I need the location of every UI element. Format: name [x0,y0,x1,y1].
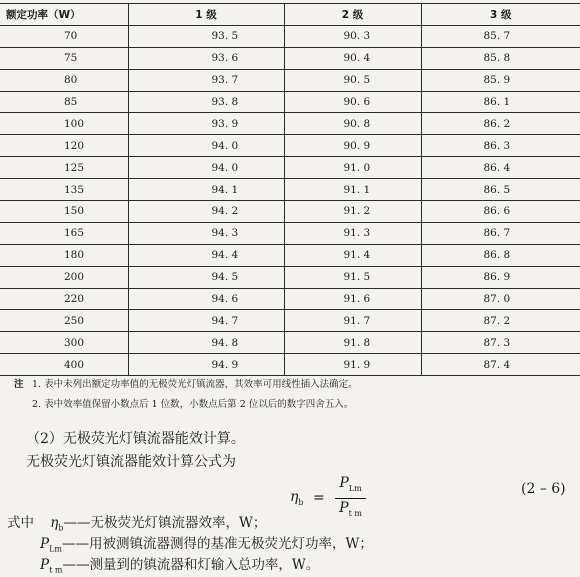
header-rated-power: 额定功率（W） [0,4,128,26]
rated-power-cell: 300 [0,332,128,354]
table-row [0,113,580,135]
grade-1-cell: 93. 9 [128,113,284,135]
grade-2-cell: 91. 0 [284,157,421,179]
table-row [0,222,580,244]
grade-3-cell: 86. 2 [421,113,580,135]
grade-3-cell: 85. 7 [421,25,580,47]
grade-1-cell: 94. 0 [128,157,284,179]
grade-2-cell: 91. 8 [284,332,421,354]
grade-2-cell: 91. 1 [284,179,421,201]
efficiency-table [0,3,580,376]
rated-power-cell: 165 [0,222,128,244]
rated-power-cell: 250 [0,310,128,332]
definition-prefix: 式中 [7,515,34,531]
table-row [0,266,580,288]
grade-1-cell: 94. 7 [128,310,284,332]
rated-power-cell: 75 [0,47,128,69]
grade-3-cell: 86. 4 [421,157,580,179]
grade-3-cell: 87. 3 [421,332,580,354]
note-item [14,395,358,415]
rated-power-cell: 400 [0,354,128,376]
table-row [0,25,580,47]
table-notes [14,375,358,415]
grade-1-cell: 94. 5 [128,266,284,288]
rated-power-cell: 120 [0,135,128,157]
section-heading: （2）无极荧光灯镇流器能效计算。 [26,431,245,447]
grade-2-cell: 90. 8 [284,113,421,135]
rated-power-cell: 150 [0,201,128,223]
grade-1-cell: 94. 0 [128,135,284,157]
table-row [0,201,580,223]
table-body [0,25,580,375]
grade-1-cell: 94. 6 [128,288,284,310]
grade-2-cell: 90. 3 [284,25,421,47]
table-row [0,47,580,69]
grade-2-cell: 91. 5 [284,266,421,288]
grade-3-cell: 86. 8 [421,244,580,266]
table-row [0,354,580,376]
table-row [0,91,580,113]
grade-2-cell: 91. 3 [284,222,421,244]
rated-power-cell: 70 [0,25,128,47]
table-row [0,135,580,157]
rated-power-cell: 220 [0,288,128,310]
grade-1-cell: 94. 3 [128,222,284,244]
formula-denominator: P [339,499,349,516]
header-grade-1: 1 级 [128,4,284,26]
grade-3-cell: 87. 2 [421,310,580,332]
table-row [0,310,580,332]
table-header-row [0,4,580,26]
grade-1-cell: 93. 5 [128,25,284,47]
rated-power-cell: 125 [0,157,128,179]
table-row [0,288,580,310]
equation-number: (2 – 6) [521,481,566,497]
grade-2-cell: 91. 2 [284,201,421,223]
grade-3-cell: 86. 1 [421,91,580,113]
table-row [0,157,580,179]
formula-lhs: η [290,489,299,506]
grade-1-cell: 93. 7 [128,69,284,91]
header-grade-3: 3 级 [421,4,580,26]
grade-2-cell: 91. 6 [284,288,421,310]
grade-3-cell: 87. 0 [421,288,580,310]
grade-1-cell: 94. 4 [128,244,284,266]
rated-power-cell: 135 [0,179,128,201]
grade-1-cell: 94. 9 [128,354,284,376]
rated-power-cell: 80 [0,69,128,91]
grade-2-cell: 91. 4 [284,244,421,266]
grade-3-cell: 86. 9 [421,266,580,288]
rated-power-cell: 85 [0,91,128,113]
grade-3-cell: 86. 7 [421,222,580,244]
grade-1-cell: 93. 8 [128,91,284,113]
grade-1-cell: 94. 8 [128,332,284,354]
definition-p-tm: $P_{t m}——$测量到的镇流器和灯输入总功率，W。 [40,557,320,575]
grade-2-cell: 91. 7 [284,310,421,332]
grade-1-cell: 94. 1 [128,179,284,201]
note-item [14,375,358,395]
grade-2-cell: 90. 5 [284,69,421,91]
formula-fraction: $\frac{P_{Lm}}{P_{t m}}$ [335,474,366,523]
rated-power-cell: 180 [0,244,128,266]
grade-2-cell: 90. 4 [284,47,421,69]
rated-power-cell: 100 [0,113,128,135]
grade-3-cell: 86. 6 [421,201,580,223]
note-text: 2. 表中效率值保留小数点后 1 位数，小数点后第 2 位以后的数字四舍五入。 [32,399,354,410]
table-row [0,244,580,266]
grade-1-cell: 94. 2 [128,201,284,223]
definition-p-lm: $P_{Lm}——$用被测镇流器测得的基准无极荧光灯功率，W； [40,536,373,554]
formula-equals: = [312,490,325,507]
grade-3-cell: 86. 3 [421,135,580,157]
note-text: 1. 表中未列出额定功率值的无极荧光灯镇流器，其效率可用线性插入法确定。 [32,379,358,390]
grade-2-cell: 90. 6 [284,91,421,113]
grade-3-cell: 85. 8 [421,47,580,69]
grade-1-cell: 93. 6 [128,47,284,69]
table-row [0,69,580,91]
note-label: 注 [14,379,24,390]
table-row [0,179,580,201]
grade-3-cell: 87. 4 [421,354,580,376]
rated-power-cell: 200 [0,266,128,288]
formula-numerator: P [339,475,349,491]
formula-intro: 无极荧光灯镇流器能效计算公式为 [26,454,236,470]
table-row [0,332,580,354]
grade-3-cell: 85. 9 [421,69,580,91]
efficiency-formula: $\eta_b$ = $\frac{P_{Lm}}{P_{t m}}$ [290,474,366,523]
grade-2-cell: 91. 9 [284,354,421,376]
header-grade-2: 2 级 [284,4,421,26]
grade-3-cell: 86. 5 [421,179,580,201]
grade-2-cell: 90. 9 [284,135,421,157]
definition-eta: 式中 $\eta_b——$无极荧光灯镇流器效率，W； [7,515,267,533]
